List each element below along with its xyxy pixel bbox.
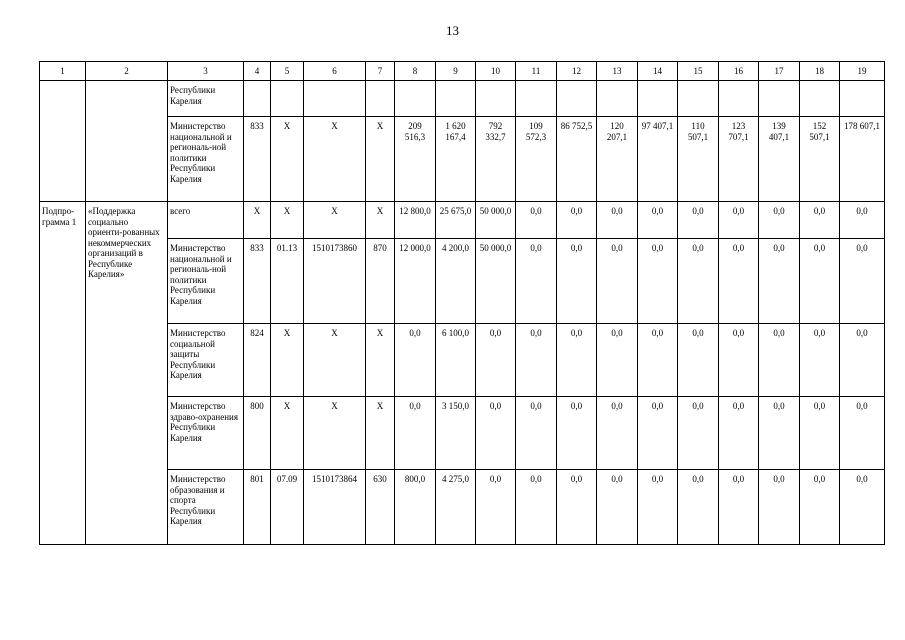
cell-col-18: 0,0: [800, 470, 840, 545]
cell-col-2: [86, 81, 168, 202]
cell-col-11: [516, 81, 557, 117]
cell-col-13: 0,0: [597, 324, 638, 397]
cell-col-16: 123 707,1: [719, 117, 759, 202]
cell-col-15: [678, 81, 719, 117]
cell-col-14: 0,0: [638, 324, 678, 397]
cell-col-9: 25 675,0: [436, 202, 476, 239]
cell-col-8: 0,0: [395, 324, 436, 397]
cell-col-16: [719, 81, 759, 117]
cell-col-17: [759, 81, 800, 117]
cell-col-17: 0,0: [759, 239, 800, 324]
column-header-8: 8: [395, 62, 436, 81]
cell-col-7: X: [366, 202, 395, 239]
cell-col-10: 0,0: [476, 470, 516, 545]
cell-col-18: 0,0: [800, 324, 840, 397]
cell-col-13: 0,0: [597, 397, 638, 470]
cell-col-16: 0,0: [719, 397, 759, 470]
cell-col-12: 0,0: [557, 239, 597, 324]
cell-col-17: 0,0: [759, 324, 800, 397]
cell-col-4: 824: [244, 324, 271, 397]
cell-col-12: 0,0: [557, 397, 597, 470]
executor-name: Министерство национальной и региональ-ной политики Республики Карелия: [168, 117, 244, 202]
cell-col-15: 0,0: [678, 324, 719, 397]
cell-col-9: 3 150,0: [436, 397, 476, 470]
cell-col-13: [597, 81, 638, 117]
cell-col-7: [366, 81, 395, 117]
cell-col-19: 0,0: [840, 324, 885, 397]
cell-col-13: 120 207,1: [597, 117, 638, 202]
cell-col-18: 152 507,1: [800, 117, 840, 202]
executor-name: всего: [168, 202, 244, 239]
cell-col-7: 870: [366, 239, 395, 324]
cell-col-4: 833: [244, 117, 271, 202]
column-header-13: 13: [597, 62, 638, 81]
executor-name: Министерство образования и спорта Республики Карелия: [168, 470, 244, 545]
cell-col-18: 0,0: [800, 239, 840, 324]
cell-col-17: 139 407,1: [759, 117, 800, 202]
cell-col-15: 110 507,1: [678, 117, 719, 202]
table-row: [40, 81, 885, 117]
cell-col-10: 0,0: [476, 397, 516, 470]
cell-col-13: 0,0: [597, 470, 638, 545]
cell-col-4: 800: [244, 397, 271, 470]
cell-col-17: 0,0: [759, 202, 800, 239]
cell-col-8: 0,0: [395, 397, 436, 470]
column-header-3: 3: [168, 62, 244, 81]
cell-col-12: 0,0: [557, 202, 597, 239]
cell-col-6: X: [304, 397, 366, 470]
cell-col-18: [800, 81, 840, 117]
cell-col-13: 0,0: [597, 239, 638, 324]
column-header-6: 6: [304, 62, 366, 81]
subprogram-title: «Поддержка социально ориенти-рованных некоммерческих организаций в Республике Карелия»: [86, 202, 168, 545]
cell-col-18: 0,0: [800, 202, 840, 239]
cell-col-5: X: [271, 117, 304, 202]
header-row: [40, 62, 885, 81]
cell-col-14: [638, 81, 678, 117]
executor-name: Министерство социальной защиты Республики Карелия: [168, 324, 244, 397]
cell-col-15: 0,0: [678, 470, 719, 545]
cell-col-8: 800,0: [395, 470, 436, 545]
column-header-9: 9: [436, 62, 476, 81]
cell-col-11: 0,0: [516, 397, 557, 470]
cell-col-12: 0,0: [557, 324, 597, 397]
column-header-14: 14: [638, 62, 678, 81]
cell-col-4: X: [244, 202, 271, 239]
cell-col-7: 630: [366, 470, 395, 545]
cell-col-10: 792 332,7: [476, 117, 516, 202]
cell-col-15: 0,0: [678, 202, 719, 239]
cell-col-11: 109 572,3: [516, 117, 557, 202]
table-row: [40, 202, 885, 239]
executor-name: Министерство здраво-охранения Республики Карелия: [168, 397, 244, 470]
cell-col-5: X: [271, 397, 304, 470]
cell-col-15: 0,0: [678, 239, 719, 324]
column-header-12: 12: [557, 62, 597, 81]
cell-col-19: 178 607,1: [840, 117, 885, 202]
cell-col-14: 97 407,1: [638, 117, 678, 202]
cell-col-7: X: [366, 324, 395, 397]
column-header-7: 7: [366, 62, 395, 81]
subprogram-label: Подпро-грамма 1: [40, 202, 86, 545]
cell-col-6: 1510173860: [304, 239, 366, 324]
cell-col-5: X: [271, 202, 304, 239]
column-header-11: 11: [516, 62, 557, 81]
cell-col-12: [557, 81, 597, 117]
page-number: 13: [446, 23, 459, 38]
column-header-2: 2: [86, 62, 168, 81]
column-header-4: 4: [244, 62, 271, 81]
executor-name: Республики Карелия: [168, 81, 244, 117]
column-header-18: 18: [800, 62, 840, 81]
cell-col-11: 0,0: [516, 239, 557, 324]
cell-col-4: 801: [244, 470, 271, 545]
column-header-10: 10: [476, 62, 516, 81]
cell-col-17: 0,0: [759, 470, 800, 545]
cell-col-5: 01.13: [271, 239, 304, 324]
cell-col-16: 0,0: [719, 470, 759, 545]
cell-col-19: 0,0: [840, 202, 885, 239]
cell-col-5: [271, 81, 304, 117]
cell-col-4: 833: [244, 239, 271, 324]
cell-col-9: 4 200,0: [436, 239, 476, 324]
cell-col-6: [304, 81, 366, 117]
cell-col-14: 0,0: [638, 470, 678, 545]
cell-col-11: 0,0: [516, 324, 557, 397]
cell-col-19: [840, 81, 885, 117]
cell-col-14: 0,0: [638, 239, 678, 324]
cell-col-10: 50 000,0: [476, 202, 516, 239]
cell-col-10: 50 000,0: [476, 239, 516, 324]
cell-col-6: X: [304, 324, 366, 397]
column-header-15: 15: [678, 62, 719, 81]
cell-col-11: 0,0: [516, 470, 557, 545]
cell-col-14: 0,0: [638, 397, 678, 470]
cell-col-16: 0,0: [719, 202, 759, 239]
cell-col-14: 0,0: [638, 202, 678, 239]
cell-col-10: [476, 81, 516, 117]
executor-name: Министерство национальной и региональ-ной политики Республики Карелия: [168, 239, 244, 324]
cell-col-5: X: [271, 324, 304, 397]
cell-col-7: X: [366, 397, 395, 470]
cell-col-6: X: [304, 202, 366, 239]
column-header-17: 17: [759, 62, 800, 81]
cell-col-12: 0,0: [557, 470, 597, 545]
budget-table: [39, 61, 885, 545]
cell-col-12: 86 752,5: [557, 117, 597, 202]
cell-col-8: 209 516,3: [395, 117, 436, 202]
cell-col-17: 0,0: [759, 397, 800, 470]
cell-col-9: 1 620 167,4: [436, 117, 476, 202]
cell-col-1: [40, 81, 86, 202]
cell-col-16: 0,0: [719, 324, 759, 397]
column-header-5: 5: [271, 62, 304, 81]
column-header-19: 19: [840, 62, 885, 81]
cell-col-19: 0,0: [840, 397, 885, 470]
cell-col-16: 0,0: [719, 239, 759, 324]
column-header-16: 16: [719, 62, 759, 81]
cell-col-8: [395, 81, 436, 117]
cell-col-6: X: [304, 117, 366, 202]
cell-col-10: 0,0: [476, 324, 516, 397]
cell-col-9: 4 275,0: [436, 470, 476, 545]
cell-col-9: [436, 81, 476, 117]
cell-col-19: 0,0: [840, 239, 885, 324]
cell-col-5: 07.09: [271, 470, 304, 545]
cell-col-8: 12 000,0: [395, 239, 436, 324]
cell-col-18: 0,0: [800, 397, 840, 470]
cell-col-9: 6 100,0: [436, 324, 476, 397]
cell-col-11: 0,0: [516, 202, 557, 239]
cell-col-13: 0,0: [597, 202, 638, 239]
column-header-1: 1: [40, 62, 86, 81]
cell-col-4: [244, 81, 271, 117]
cell-col-6: 1510173864: [304, 470, 366, 545]
cell-col-19: 0,0: [840, 470, 885, 545]
cell-col-7: X: [366, 117, 395, 202]
cell-col-8: 12 800,0: [395, 202, 436, 239]
cell-col-15: 0,0: [678, 397, 719, 470]
